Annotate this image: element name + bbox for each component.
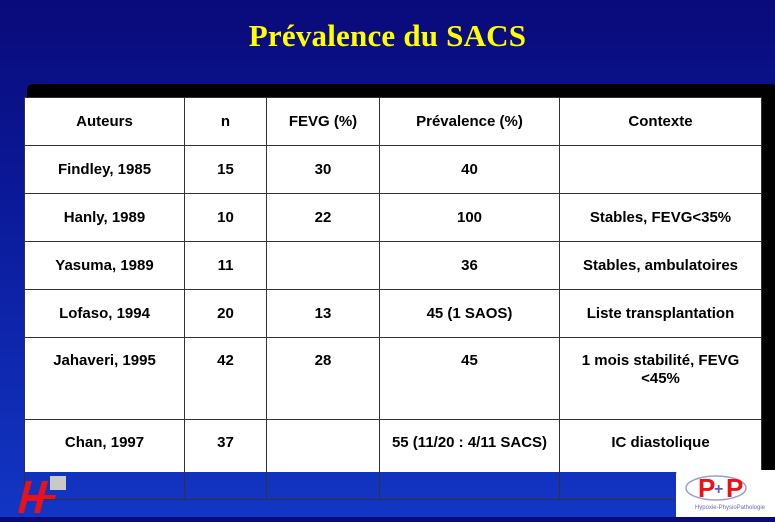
table-row	[25, 420, 762, 500]
cell-auteurs: Hanly, 1989	[25, 194, 185, 242]
cell-prevalence: 100	[380, 194, 560, 242]
cell-n: 37	[185, 420, 267, 500]
prevalence-table-container	[24, 97, 761, 472]
cell-prevalence: 45 (1 SAOS)	[380, 290, 560, 338]
cell-prevalence: 36	[380, 242, 560, 290]
table-row	[25, 290, 762, 338]
cell-contexte: Liste transplantation	[560, 290, 762, 338]
cell-n: 15	[185, 146, 267, 194]
header-n: n	[185, 98, 267, 146]
cell-fevg	[267, 242, 380, 290]
cell-auteurs: Chan, 1997	[25, 420, 185, 500]
cell-n: 20	[185, 290, 267, 338]
hf-logo-icon	[12, 473, 72, 517]
cell-n: 11	[185, 242, 267, 290]
cell-fevg: 22	[267, 194, 380, 242]
cell-contexte: 1 mois stabilité, FEVG <45%	[560, 338, 762, 420]
cell-fevg: 28	[267, 338, 380, 420]
hpp-logo-caption: Hypoxie-PhysioPathologie	[694, 505, 766, 511]
header-auteurs: Auteurs	[25, 98, 185, 146]
cell-fevg	[267, 420, 380, 500]
cell-auteurs: Findley, 1985	[25, 146, 185, 194]
cell-fevg: 30	[267, 146, 380, 194]
svg-text:P: P	[698, 473, 716, 503]
svg-text:+: +	[714, 481, 724, 498]
svg-text:P: P	[726, 473, 744, 503]
table-row	[25, 338, 762, 420]
cell-prevalence: 45	[380, 338, 560, 420]
table-row	[25, 194, 762, 242]
cell-fevg: 13	[267, 290, 380, 338]
cell-contexte: IC diastolique	[560, 420, 762, 500]
cell-prevalence: 40	[380, 146, 560, 194]
cell-prevalence: 55 (11/20 : 4/11 SACS)	[380, 420, 560, 500]
cell-contexte	[560, 146, 762, 194]
header-prevalence: Prévalence (%)	[380, 98, 560, 146]
cell-contexte: Stables, ambulatoires	[560, 242, 762, 290]
table-row	[25, 146, 762, 194]
header-contexte: Contexte	[560, 98, 762, 146]
cell-contexte: Stables, FEVG<35%	[560, 194, 762, 242]
header-fevg: FEVG (%)	[267, 98, 380, 146]
table-header-row	[25, 98, 762, 146]
cell-auteurs: Jahaveri, 1995	[25, 338, 185, 420]
cell-auteurs: Lofaso, 1994	[25, 290, 185, 338]
slide-title: Prévalence du SACS	[248, 18, 527, 53]
prevalence-table	[24, 97, 762, 500]
cell-auteurs: Yasuma, 1989	[25, 242, 185, 290]
table-row	[25, 242, 762, 290]
cell-n: 42	[185, 338, 267, 420]
cell-n: 10	[185, 194, 267, 242]
